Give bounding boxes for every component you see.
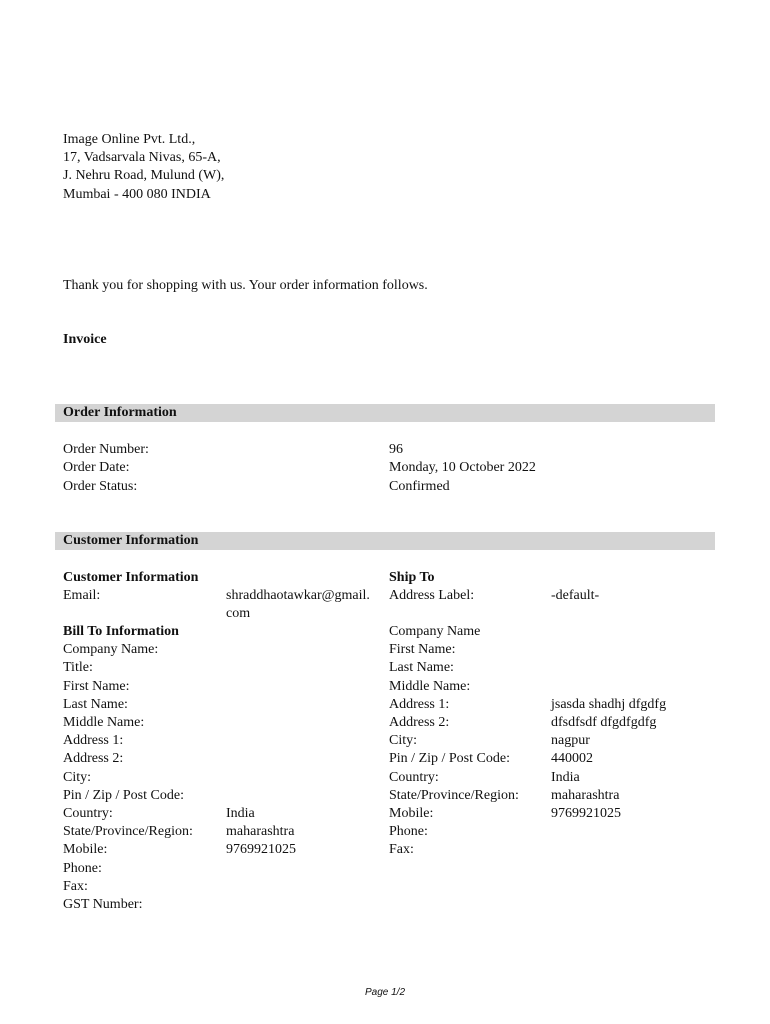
ship-to-value: India (551, 769, 580, 785)
order-number-label: Order Number: (63, 442, 149, 457)
page-number: Page 1/2 (364, 987, 406, 998)
ship-to-label: Address 2: (389, 715, 450, 730)
order-number-value: 96 (389, 442, 403, 457)
address-line: 17, Vadsarvala Nivas, 65-A, (63, 150, 221, 166)
ship-to-label: Pin / Zip / Post Code: (389, 751, 510, 767)
bill-to-label: GST Number: (63, 897, 143, 912)
invoice-heading: Invoice (63, 332, 107, 347)
bill-to-label: Company Name: (63, 642, 159, 658)
bill-to-label: Mobile: (63, 842, 108, 858)
ship-to-label: Phone: (389, 824, 428, 840)
ship-to-label: Address 1: (389, 696, 450, 712)
ship-to-value: maharashtra (551, 787, 620, 803)
ship-to-value: nagpur (551, 733, 590, 749)
ship-to-value: jsasda shadhj dfgdfg (551, 696, 667, 712)
address-line: J. Nehru Road, Mulund (W), (63, 168, 225, 184)
bill-to-value: India (226, 806, 255, 821)
ship-to-label: Country: (389, 769, 439, 785)
bill-to-label: Phone: (63, 860, 102, 876)
ship-to-label: First Name: (389, 642, 456, 658)
ship-to-value: 9769921025 (551, 806, 621, 821)
order-status-label: Order Status: (63, 479, 138, 494)
bill-to-heading: Bill To Information (63, 624, 179, 639)
bill-to-label: City: (63, 769, 92, 785)
bill-to-value: 9769921025 (226, 842, 296, 858)
bill-to-label: State/Province/Region: (63, 824, 193, 840)
email-label: Email: (63, 588, 101, 603)
ship-to-value: 440002 (551, 751, 593, 767)
email-value-line1: shraddhaotawkar@gmail. (226, 588, 370, 603)
order-information-bar (55, 404, 715, 422)
order-information-heading: Order Information (63, 405, 177, 420)
bill-to-label: Pin / Zip / Post Code: (63, 787, 184, 803)
ship-address-label-value: -default- (551, 588, 600, 603)
bill-to-label: Address 2: (63, 751, 124, 767)
ship-to-value: dfsdfsdf dfgdfgdfg (551, 715, 657, 730)
thanks-message: Thank you for shopping with us. Your order information follows. (63, 278, 428, 293)
bill-to-label: Country: (63, 806, 113, 821)
bill-to-value: maharashtra (226, 824, 295, 840)
ship-to-label: Middle Name: (389, 678, 471, 694)
bill-to-label: Title: (63, 660, 93, 676)
bill-to-label: First Name: (63, 678, 130, 694)
customer-info-subheading: Customer Information (63, 570, 199, 585)
bill-to-label: Address 1: (63, 733, 124, 749)
ship-to-label: Company Name (389, 624, 481, 639)
ship-to-label: Mobile: (389, 806, 434, 821)
ship-to-heading: Ship To (389, 570, 435, 585)
bill-to-label: Last Name: (63, 696, 128, 712)
ship-to-label: City: (389, 733, 418, 749)
ship-to-label: State/Province/Region: (389, 787, 519, 803)
ship-to-label: Fax: (389, 842, 414, 858)
order-date-value: Monday, 10 October 2022 (389, 460, 536, 475)
customer-information-heading: Customer Information (63, 533, 199, 548)
company-address (63, 131, 224, 204)
email-value-line2: com (226, 606, 251, 621)
customer-information-bar (55, 532, 715, 550)
address-line: Image Online Pvt. Ltd., (63, 132, 196, 147)
ship-address-label-label: Address Label: (389, 588, 475, 603)
bill-to-label: Fax: (63, 878, 88, 894)
order-status-value: Confirmed (389, 479, 450, 494)
ship-to-label: Last Name: (389, 660, 454, 676)
order-date-label: Order Date: (63, 460, 130, 475)
bill-to-label: Middle Name: (63, 715, 145, 730)
address-line: Mumbai - 400 080 INDIA (63, 186, 211, 202)
